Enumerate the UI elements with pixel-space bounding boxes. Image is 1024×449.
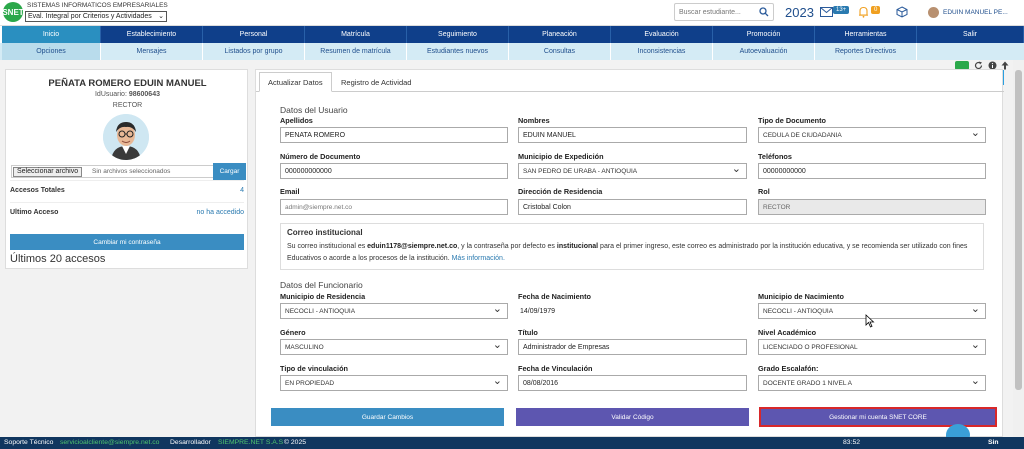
evaluation-mode-value: Eval. Integral por Criterios y Actividades — [28, 13, 152, 20]
nav-establecimiento[interactable]: Establecimiento — [101, 26, 203, 43]
tipo-documento-select[interactable]: CEDULA DE CIUDADANIA ⌄ — [758, 127, 986, 143]
main-nav — [0, 26, 1024, 43]
mouse-cursor-icon — [865, 314, 875, 328]
nav-herramientas[interactable]: Herramientas — [815, 26, 917, 43]
support-email-link[interactable]: servicioalcliente@siempre.net.co — [60, 439, 160, 446]
user-section-title: Datos del Usuario — [280, 105, 348, 115]
session-timer: 83:52 — [843, 439, 861, 446]
validate-code-button[interactable]: Validar Código — [516, 408, 749, 426]
nav-salir[interactable]: Salir — [917, 26, 1024, 43]
label-rol: Rol — [758, 187, 770, 196]
institutional-email: eduin1178@siempre.net.co — [367, 243, 458, 250]
email-input[interactable]: admin@siempre.net.co — [280, 199, 508, 215]
nav-planeacion[interactable]: Planeación — [509, 26, 611, 43]
municipio-nacimiento-select[interactable]: NECOCLI - ANTIOQUIA ⌄ — [758, 303, 986, 319]
notice-part-2: , y la contraseña por defecto es — [457, 243, 557, 250]
notice-part-1: Su correo institucional es — [287, 243, 368, 250]
profile-avatar — [103, 114, 149, 160]
label-fecha-nacimiento: Fecha de Nacimiento — [518, 292, 591, 301]
rol-input: RECTOR — [758, 199, 986, 215]
municipio-expedicion-select[interactable]: SAN PEDRO DE URABA - ANTIOQUIA ⌄ — [518, 163, 747, 179]
subnav-consultas[interactable]: Consultas — [509, 43, 611, 60]
label-municipio-expedicion: Municipio de Expedición — [518, 152, 604, 161]
nav-personal[interactable]: Personal — [203, 26, 305, 43]
genero-select[interactable]: MASCULINO ⌄ — [280, 339, 508, 355]
save-button[interactable]: Guardar Cambios — [271, 408, 504, 426]
titulo-input[interactable]: Administrador de Empresas — [518, 339, 747, 355]
copyright: © 2025 — [284, 439, 307, 446]
notice-title: Correo institucional — [287, 228, 363, 237]
bell-icon[interactable] — [858, 6, 869, 18]
subnav-resumen[interactable]: Resumen de matrícula — [305, 43, 407, 60]
profile-id — [6, 91, 249, 98]
fecha-nacimiento-value[interactable]: 14/09/1979 — [520, 308, 556, 315]
school-year[interactable]: 2023 — [785, 5, 814, 20]
label-municipio-nacimiento: Municipio de Nacimiento — [758, 292, 844, 301]
change-password-button[interactable]: Cambiar mi contraseña — [10, 234, 244, 250]
company-name: SISTEMAS INFORMATICOS EMPRESARIALES — [27, 2, 168, 9]
user-menu[interactable]: EDUIN MANUEL PE... — [943, 9, 1008, 16]
nav-seguimiento[interactable]: Seguimiento — [407, 26, 509, 43]
developer-label: Desarrollador — [170, 439, 211, 446]
notice-text — [287, 241, 977, 265]
photo-file-input[interactable] — [11, 165, 243, 178]
total-access-row — [10, 180, 244, 200]
nombres-input[interactable]: EDUIN MANUEL — [518, 127, 747, 143]
page-scrollbar[interactable] — [1013, 60, 1024, 437]
mail-count-badge: 13+ — [833, 6, 849, 14]
nivel-academico-select[interactable]: LICENCIADO O PROFESIONAL ⌄ — [758, 339, 986, 355]
total-access-label: Accesos Totales — [10, 187, 65, 194]
student-search-input[interactable] — [674, 3, 774, 21]
developer-name[interactable]: SIEMPRE.NET S.A.S — [218, 439, 284, 446]
upload-button[interactable]: Cargar — [213, 163, 246, 180]
institutional-email-notice — [280, 223, 984, 270]
municipio-residencia-select[interactable]: NECOCLI - ANTIOQUIA ⌄ — [280, 303, 508, 319]
telefonos-input[interactable]: 00000000000 — [758, 163, 986, 179]
label-numero-documento: Número de Documento — [280, 152, 361, 161]
label-municipio-residencia: Municipio de Residencia — [280, 292, 366, 301]
label-tipo-documento: Tipo de Documento — [758, 116, 826, 125]
label-fecha-vinculacion: Fecha de Vinculación — [518, 364, 593, 373]
label-email: Email — [280, 187, 300, 196]
staff-section-title: Datos del Funcionario — [280, 280, 363, 290]
last-accesses-heading: Últimos 20 accesos — [10, 253, 106, 265]
label-tipo-vinculacion: Tipo de vinculación — [280, 364, 348, 373]
more-info-link[interactable]: Más información. — [451, 255, 505, 262]
fecha-vinculacion-input[interactable]: 08/08/2016 — [518, 375, 747, 391]
tipo-vinculacion-select[interactable]: EN PROPIEDAD ⌄ — [280, 375, 508, 391]
subnav-nuevos[interactable]: Estudiantes nuevos — [407, 43, 509, 60]
tab-bar — [256, 70, 1004, 92]
nav-evaluacion[interactable]: Evaluación — [611, 26, 713, 43]
mail-icon[interactable] — [820, 7, 833, 17]
total-access-value: 4 — [240, 187, 244, 194]
label-nombres: Nombres — [518, 116, 550, 125]
last-access-label: Ultimo Acceso — [10, 209, 59, 216]
main-panel — [255, 69, 1003, 437]
label-telefonos: Teléfonos — [758, 152, 792, 161]
scrollbar-thumb[interactable] — [1015, 70, 1022, 390]
search-icon[interactable] — [759, 7, 769, 17]
profile-name: PEÑATA ROMERO EDUIN MANUEL — [48, 78, 207, 89]
notice-part-3: para el primer ingreso, este correo es administrado por la institución educativa, y se recomienda ser utilizado con fines Educativos o acorde a los procesos de la institución. — [287, 243, 968, 262]
nav-matricula[interactable]: Matrícula — [305, 26, 407, 43]
profile-id-value: 98600643 — [128, 91, 160, 98]
chat-status[interactable]: Sin — [988, 439, 999, 446]
evaluation-mode-select[interactable] — [25, 11, 167, 22]
support-label: Soporte Técnico — [4, 439, 54, 446]
grado-escalafon-select[interactable]: DOCENTE GRADO 1 NIVEL A ⌄ — [758, 375, 986, 391]
apellidos-input[interactable]: PENATA ROMERO — [280, 127, 508, 143]
label-direccion: Dirección de Residencia — [518, 187, 603, 196]
no-file-text: Sin archivos seleccionados — [92, 168, 171, 175]
tab-update-data[interactable]: Actualizar Datos — [259, 72, 332, 92]
footer — [0, 437, 1024, 449]
subnav-reportes[interactable]: Reportes Directivos — [815, 43, 917, 60]
subnav-opciones[interactable]: Opciones — [2, 43, 101, 60]
label-genero: Género — [280, 328, 306, 337]
choose-file-button[interactable]: Seleccionar archivo — [13, 167, 82, 177]
subnav-inconsistencias[interactable]: Inconsistencias — [611, 43, 713, 60]
profile-id-label: IdUsuario: — [94, 91, 127, 98]
label-grado-escalafon: Grado Escalafón: — [758, 364, 819, 373]
notification-count-badge: 0 — [871, 6, 880, 14]
search-placeholder: Buscar estudiante... — [679, 9, 741, 16]
label-titulo: Título — [518, 328, 538, 337]
sub-nav — [0, 43, 1024, 60]
label-nivel-academico: Nivel Académico — [758, 328, 817, 337]
last-access-value: no ha accedido — [196, 209, 244, 216]
direccion-input[interactable]: Cristobal Colon — [518, 199, 747, 215]
profile-role: RECTOR — [112, 102, 143, 109]
cube-icon[interactable] — [896, 6, 908, 18]
nav-inicio[interactable]: Inicio — [2, 26, 101, 43]
nav-promocion[interactable]: Promoción — [713, 26, 815, 43]
profile-card — [5, 69, 248, 269]
subnav-mensajes[interactable]: Mensajes — [101, 43, 203, 60]
label-apellidos: Apellidos — [280, 116, 313, 125]
top-bar — [0, 0, 1024, 26]
chevron-down-icon: ⌄ — [158, 13, 164, 20]
tab-activity-log[interactable]: Registro de Actividad — [341, 77, 412, 87]
last-access-row — [10, 202, 244, 222]
subnav-listados[interactable]: Listados por grupo — [203, 43, 305, 60]
numero-documento-input[interactable]: 000000000000 — [280, 163, 508, 179]
user-avatar[interactable] — [928, 7, 939, 18]
default-password: institucional — [556, 243, 599, 250]
manage-snet-core-button[interactable]: Gestionar mi cuenta SNET CORE — [760, 408, 996, 426]
subnav-autoevaluacion[interactable]: Autoevaluación — [713, 43, 815, 60]
logo: SNET — [3, 2, 23, 22]
